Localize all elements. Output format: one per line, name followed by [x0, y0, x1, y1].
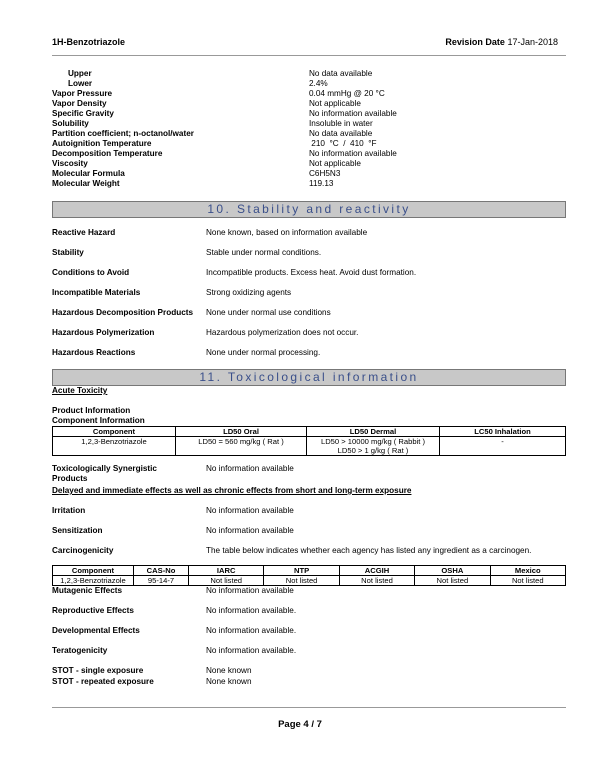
property-label: Molecular Weight — [52, 179, 120, 188]
row-label: Carcinogenicity — [52, 546, 114, 555]
stot-single-row — [52, 665, 566, 676]
property-label: Autoignition Temperature — [52, 139, 152, 148]
row-label: Reactive Hazard — [52, 228, 116, 237]
property-row — [52, 149, 552, 159]
row-value: The table below indicates whether each agency has listed any ingredient as a carcinogen. — [206, 546, 532, 555]
property-value: 119.13 — [309, 179, 334, 188]
page-number: Page 4 / 7 — [278, 719, 322, 730]
property-value: C6H5N3 — [309, 169, 341, 178]
section-11-title: 11. Toxicological information — [52, 369, 566, 386]
table-header: LD50 Dermal — [307, 427, 440, 437]
delayed-effects-heading: Delayed and immediate effects as well as chronic effects from short and long-term exposure — [52, 486, 412, 495]
table-header: NTP — [264, 566, 339, 576]
row-label: Developmental Effects — [52, 626, 140, 635]
property-row — [52, 139, 552, 149]
row-label: Stability — [52, 248, 84, 257]
synergistic-label-line-1: Toxicologically Synergistic — [52, 464, 157, 473]
table-cell: 1,2,3-Benzotriazole — [53, 576, 134, 586]
row-value: No information available. — [206, 606, 297, 615]
property-row — [52, 89, 552, 99]
stability-row — [52, 267, 566, 278]
property-value: 210 °C / 410 °F — [309, 139, 377, 148]
property-label: Decomposition Temperature — [52, 149, 163, 158]
row-label: STOT - single exposure — [52, 666, 144, 675]
row-value: None known, based on information available — [206, 228, 368, 237]
property-value: 0.04 mmHg @ 20 °C — [309, 89, 385, 98]
row-label: Teratogenicity — [52, 646, 108, 655]
row-value: No information available — [206, 526, 294, 535]
property-label: Upper — [68, 69, 92, 78]
revision-date-value: 17-Jan-2018 — [507, 37, 558, 47]
row-value: No information available. — [206, 626, 297, 635]
row-label: Reproductive Effects — [52, 606, 134, 615]
synergistic-label-line-2: Products — [52, 474, 88, 483]
property-value: Insoluble in water — [309, 119, 373, 128]
property-value: No data available — [309, 69, 373, 78]
product-information-heading: Product Information — [52, 406, 131, 415]
row-label: STOT - repeated exposure — [52, 677, 154, 686]
tox-row — [52, 525, 566, 536]
row-value: None known — [206, 666, 252, 675]
table-row — [53, 437, 566, 456]
section-10-title: 10. Stability and reactivity — [52, 201, 566, 218]
property-row — [52, 79, 552, 89]
table-header: CAS-No — [134, 566, 189, 576]
table-header: LC50 Inhalation — [440, 427, 566, 437]
table-cell: Not listed — [264, 576, 339, 586]
property-value: No data available — [309, 129, 373, 138]
property-row — [52, 119, 552, 129]
table-cell: Not listed — [339, 576, 414, 586]
table-row — [53, 576, 566, 586]
table-header: Mexico — [490, 566, 565, 576]
property-label: Partition coefficient; n-octanol/water — [52, 129, 194, 138]
stability-row — [52, 227, 566, 238]
row-value: Strong oxidizing agents — [206, 288, 292, 297]
stability-row — [52, 287, 566, 298]
stability-row — [52, 327, 566, 338]
stability-row — [52, 347, 566, 358]
dermal-value-1: LD50 > 10000 mg/kg ( Rabbit ) — [320, 437, 426, 446]
header-rule — [52, 55, 566, 56]
table-cell: Not listed — [490, 576, 565, 586]
component-information-heading: Component Information — [52, 416, 145, 425]
property-label: Viscosity — [52, 159, 88, 168]
property-label: Specific Gravity — [52, 109, 114, 118]
stability-row — [52, 247, 566, 258]
property-row — [52, 99, 552, 109]
tox-row — [52, 585, 566, 596]
row-value: None known — [206, 677, 252, 686]
row-value: No information available — [206, 506, 294, 515]
property-value: 2.4% — [309, 79, 328, 88]
tox-row — [52, 505, 566, 516]
revision-label: Revision Date — [445, 37, 505, 47]
row-value: Stable under normal conditions. — [206, 248, 322, 257]
synergistic-label — [52, 464, 157, 484]
product-name: 1H-Benzotriazole — [52, 37, 126, 47]
table-cell: 95-14-7 — [134, 576, 189, 586]
table-cell: - — [440, 437, 566, 456]
property-row — [52, 159, 552, 169]
row-label: Hazardous Reactions — [52, 348, 136, 357]
acute-toxicity-heading: Acute Toxicity — [52, 386, 108, 395]
table-cell: Not listed — [189, 576, 264, 586]
property-value: No information available — [309, 149, 397, 158]
row-value: Incompatible products. Excess heat. Avoid dust formation. — [206, 268, 417, 277]
table-cell: 1,2,3-Benzotriazole — [53, 437, 176, 456]
row-value: No information available. — [206, 646, 297, 655]
row-value: None under normal use conditions — [206, 308, 331, 317]
property-label: Vapor Pressure — [52, 89, 113, 98]
table-cell — [307, 437, 440, 456]
table-header: Component — [53, 566, 134, 576]
row-label: Hazardous Decomposition Products — [52, 308, 194, 317]
tox-row — [52, 645, 566, 656]
row-label: Conditions to Avoid — [52, 268, 130, 277]
row-label: Sensitization — [52, 526, 103, 535]
table-header: IARC — [189, 566, 264, 576]
table-header: ACGIH — [339, 566, 414, 576]
revision-date — [445, 37, 558, 47]
table-cell: LD50 = 560 mg/kg ( Rat ) — [176, 437, 307, 456]
dermal-value-2: LD50 > 1 g/kg ( Rat ) — [337, 446, 409, 455]
property-row — [52, 169, 552, 179]
property-row — [52, 109, 552, 119]
property-label: Lower — [68, 79, 93, 88]
ld50-table — [52, 426, 566, 456]
row-value: Hazardous polymerization does not occur. — [206, 328, 359, 337]
row-label: Mutagenic Effects — [52, 586, 123, 595]
tox-row — [52, 545, 566, 556]
row-value: No information available — [206, 586, 294, 595]
table-header: LD50 Oral — [176, 427, 307, 437]
table-header: Component — [53, 427, 176, 437]
tox-row — [52, 625, 566, 636]
carcinogenicity-table — [52, 565, 566, 586]
footer-rule — [52, 707, 566, 708]
row-value: None under normal processing. — [206, 348, 321, 357]
property-label: Vapor Density — [52, 99, 107, 108]
property-row — [52, 69, 552, 79]
row-label: Irritation — [52, 506, 86, 515]
stability-row — [52, 307, 566, 318]
row-label: Incompatible Materials — [52, 288, 141, 297]
tox-row — [52, 605, 566, 616]
synergistic-value: No information available — [206, 464, 294, 473]
property-label: Molecular Formula — [52, 169, 125, 178]
property-value: No information available — [309, 109, 397, 118]
table-cell: Not listed — [415, 576, 490, 586]
row-label: Hazardous Polymerization — [52, 328, 155, 337]
property-value: Not applicable — [309, 159, 361, 168]
stot-repeated-row — [52, 676, 566, 687]
property-value: Not applicable — [309, 99, 361, 108]
table-header: OSHA — [415, 566, 490, 576]
property-row — [52, 129, 552, 139]
property-row — [52, 179, 552, 189]
property-label: Solubility — [52, 119, 89, 128]
